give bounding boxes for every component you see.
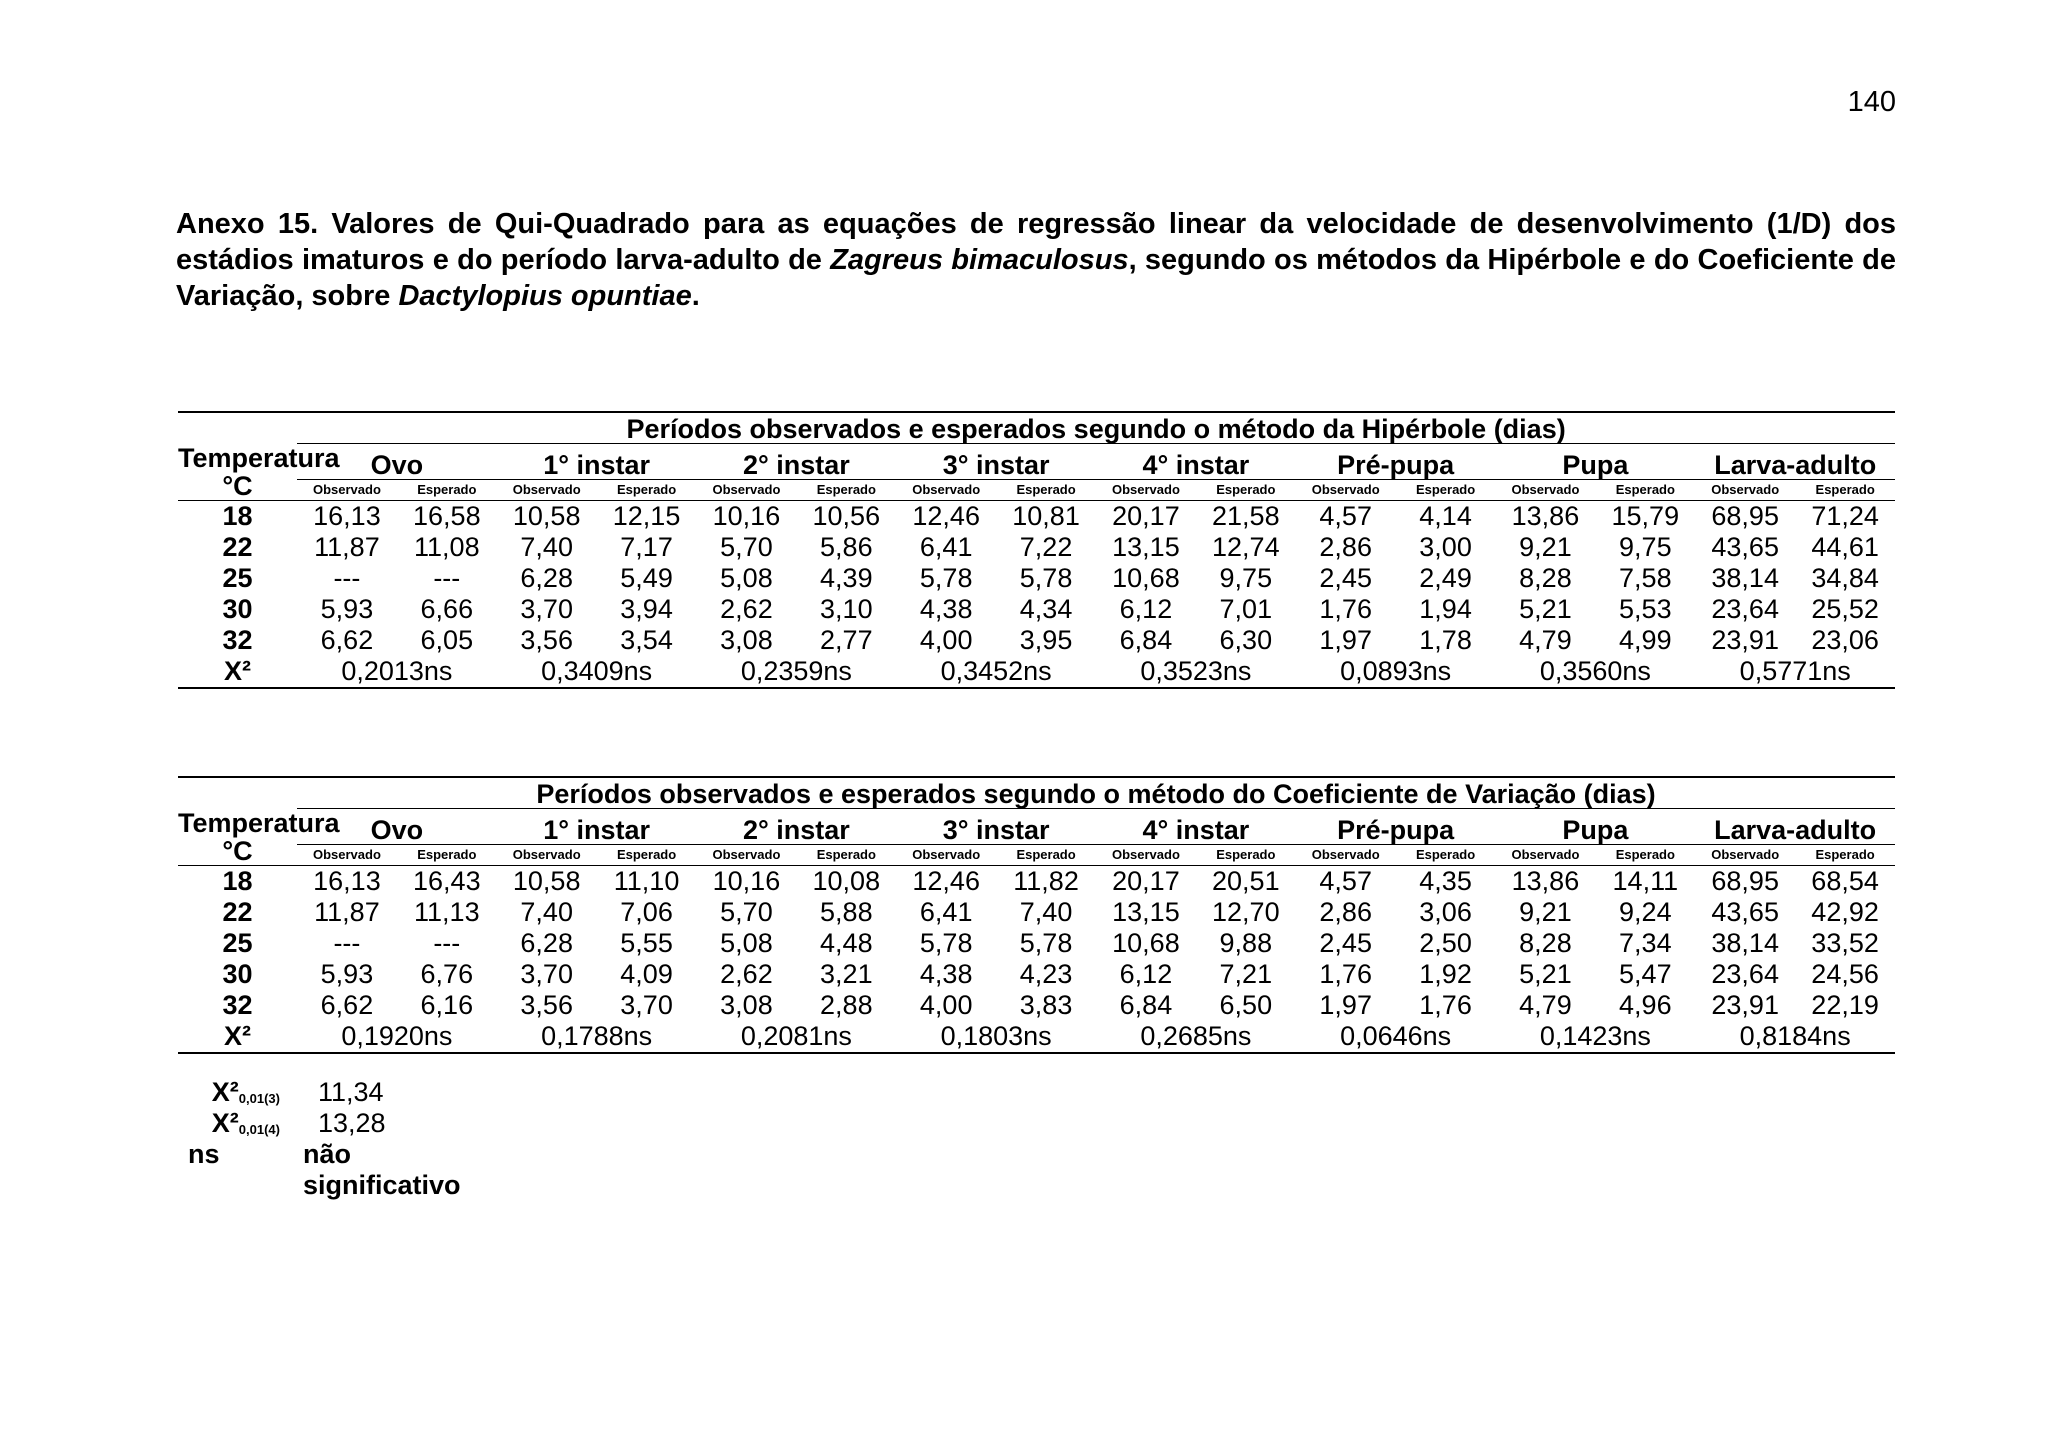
observado-cell: 4,38 (919, 959, 973, 989)
esperado-cell: 5,49 (620, 563, 673, 593)
title-row (178, 777, 1895, 809)
observado-header: Observado (297, 479, 397, 500)
temperature-cell: 22 (222, 897, 253, 927)
esperado-header: Esperado (1795, 479, 1895, 500)
stage-header: Larva-adulto (1695, 809, 1895, 845)
hiperbole-table (178, 411, 1895, 689)
observado-cell: 11,87 (314, 532, 380, 562)
table-caption (176, 206, 1896, 314)
observado-cell: 4,00 (919, 625, 973, 655)
temperature-cell: 30 (222, 594, 253, 624)
table-row (178, 594, 1895, 625)
table-row (178, 563, 1895, 594)
chi-square-cell: 0,1920ns (297, 1021, 497, 1053)
observado-cell: 38,14 (1711, 928, 1779, 958)
esperado-cell: 7,01 (1219, 594, 1273, 624)
observado-cell: 6,84 (1119, 990, 1173, 1020)
esperado-cell: 23,06 (1811, 625, 1879, 655)
subheader-row (178, 844, 1895, 865)
observado-cell: 10,68 (1112, 928, 1180, 958)
chi-square-cell: 0,1803ns (896, 1021, 1096, 1053)
temperature-label: Temperatura (178, 807, 340, 838)
observado-cell: 4,57 (1319, 866, 1372, 896)
esperado-cell: 7,58 (1619, 563, 1672, 593)
esperado-cell: 6,50 (1219, 990, 1273, 1020)
subheader-row (178, 479, 1895, 500)
esperado-cell: 7,17 (620, 532, 673, 562)
stage-header: 4° instar (1096, 444, 1296, 480)
title-spacer (178, 777, 297, 809)
temperature-unit: °C (222, 470, 253, 501)
esperado-cell: 11,10 (613, 866, 680, 896)
esperado-cell: 7,06 (620, 897, 673, 927)
esperado-cell: --- (433, 928, 461, 958)
esperado-cell: 4,35 (1419, 866, 1472, 896)
esperado-cell: 21,58 (1212, 501, 1280, 531)
chi3-value: 11,34 (318, 1077, 384, 1107)
esperado-cell: 5,78 (1019, 563, 1073, 593)
stage-header: 4° instar (1096, 809, 1296, 845)
chi-square-cell: 0,1423ns (1496, 1021, 1696, 1053)
observado-cell: 16,13 (313, 866, 381, 896)
temperature-cell: 32 (222, 625, 253, 655)
esperado-cell: --- (433, 563, 461, 593)
caption-middle: , segundo os métodos da Hipérbole e do Coeficiente de Variação, sobre (176, 244, 1896, 312)
esperado-cell: 5,88 (820, 897, 873, 927)
esperado-header: Esperado (1196, 844, 1296, 865)
esperado-cell: 3,94 (620, 594, 673, 624)
observado-cell: 23,91 (1711, 990, 1779, 1020)
observado-cell: 10,16 (712, 866, 781, 896)
observado-cell: 38,14 (1711, 563, 1779, 593)
stage-header: Ovo (297, 444, 497, 480)
table-row (178, 532, 1895, 563)
table-row (178, 897, 1895, 928)
coeficiente-variacao-table (178, 776, 1895, 1054)
observado-cell: 8,28 (1519, 563, 1572, 593)
esperado-cell: 6,66 (420, 594, 474, 624)
table-row (178, 500, 1895, 532)
observado-cell: 13,86 (1511, 866, 1580, 896)
observado-cell: 2,86 (1319, 532, 1372, 562)
observado-cell: 1,76 (1319, 959, 1372, 989)
esperado-header: Esperado (1396, 479, 1496, 500)
chi-square-cell: 0,3523ns (1096, 656, 1296, 688)
observado-cell: 10,68 (1112, 563, 1180, 593)
esperado-cell: 3,70 (620, 990, 673, 1020)
esperado-header: Esperado (597, 844, 697, 865)
chi-square-cell: 0,2081ns (697, 1021, 897, 1053)
chi-square-cell: 0,2685ns (1096, 1021, 1296, 1053)
esperado-cell: 44,61 (1811, 532, 1879, 562)
observado-cell: 20,17 (1112, 866, 1180, 896)
observado-cell: 10,58 (512, 866, 581, 896)
stage-header: Pupa (1496, 809, 1696, 845)
observado-header: Observado (1296, 844, 1396, 865)
esperado-cell: 3,95 (1019, 625, 1073, 655)
esperado-header: Esperado (796, 844, 896, 865)
ns-label: ns (188, 1139, 220, 1169)
esperado-cell: 5,53 (1619, 594, 1672, 624)
stage-header: 1° instar (497, 809, 697, 845)
stage-header: 1° instar (497, 444, 697, 480)
temperature-cell: 25 (222, 563, 253, 593)
observado-cell: 5,21 (1519, 594, 1572, 624)
stage-header: Ovo (297, 809, 497, 845)
chi-square-row (178, 1021, 1895, 1053)
observado-cell: 16,13 (313, 501, 381, 531)
esperado-cell: 9,88 (1219, 928, 1273, 958)
chi-square-row (178, 656, 1895, 688)
chi-square-cell: 0,0893ns (1296, 656, 1496, 688)
esperado-cell: 2,49 (1419, 563, 1472, 593)
esperado-header: Esperado (996, 479, 1096, 500)
chi-square-cell: 0,5771ns (1695, 656, 1895, 688)
esperado-cell: 11,13 (414, 897, 480, 927)
esperado-cell: 12,70 (1212, 897, 1280, 927)
esperado-cell: 4,23 (1019, 959, 1073, 989)
observado-cell: 5,21 (1519, 959, 1572, 989)
stage-header: 2° instar (697, 444, 897, 480)
page-number: 140 (1847, 86, 1896, 118)
esperado-header: Esperado (1396, 844, 1496, 865)
observado-cell: 10,58 (512, 501, 581, 531)
esperado-cell: 15,79 (1611, 501, 1680, 531)
stage-header: Pupa (1496, 444, 1696, 480)
esperado-cell: 25,52 (1811, 594, 1879, 624)
esperado-cell: 3,21 (820, 959, 873, 989)
esperado-cell: 7,21 (1219, 959, 1273, 989)
chi-square-cell: 0,3560ns (1496, 656, 1696, 688)
chi-square-cell: 0,8184ns (1695, 1021, 1895, 1053)
table-row (178, 990, 1895, 1021)
esperado-cell: 4,34 (1019, 594, 1073, 624)
esperado-cell: 3,83 (1019, 990, 1073, 1020)
observado-header: Observado (697, 844, 797, 865)
esperado-cell: 5,47 (1619, 959, 1672, 989)
observado-header: Observado (896, 844, 996, 865)
esperado-cell: 1,92 (1419, 959, 1472, 989)
observado-cell: 8,28 (1519, 928, 1572, 958)
esperado-cell: 2,50 (1419, 928, 1472, 958)
esperado-cell: 11,82 (1013, 866, 1079, 896)
table-row (178, 865, 1895, 897)
chi-square-cell: 0,1788ns (497, 1021, 697, 1053)
esperado-header: Esperado (397, 844, 497, 865)
stage-header: 3° instar (896, 809, 1096, 845)
observado-cell: 2,45 (1319, 563, 1372, 593)
chi-square-cell: 0,0646ns (1296, 1021, 1496, 1053)
esperado-cell: 10,56 (812, 501, 881, 531)
observado-header: Observado (1695, 844, 1795, 865)
observado-cell: 68,95 (1711, 866, 1779, 896)
stage-header: Pré-pupa (1296, 444, 1496, 480)
esperado-cell: 1,78 (1419, 625, 1472, 655)
esperado-cell: 71,24 (1811, 501, 1879, 531)
esperado-cell: 1,76 (1419, 990, 1472, 1020)
observado-cell: 4,00 (919, 990, 973, 1020)
table-title: Períodos observados e esperados segundo o método do Coeficiente de Variação (dias) (297, 777, 1895, 809)
chi-square-cell: 0,3452ns (896, 656, 1096, 688)
observado-header: Observado (697, 479, 797, 500)
stage-header: 3° instar (896, 444, 1096, 480)
esperado-header: Esperado (1196, 479, 1296, 500)
esperado-cell: 5,78 (1019, 928, 1073, 958)
observado-header: Observado (1496, 844, 1596, 865)
esperado-cell: 10,08 (812, 866, 881, 896)
table-row (178, 625, 1895, 656)
observado-cell: 3,56 (520, 625, 573, 655)
observado-cell: 23,91 (1711, 625, 1779, 655)
esperado-cell: 34,84 (1811, 563, 1879, 593)
chi-square-label: X² (178, 1021, 297, 1053)
temperature-header (178, 442, 340, 501)
observado-cell: 7,40 (520, 532, 573, 562)
esperado-header: Esperado (796, 479, 896, 500)
observado-cell: 23,64 (1711, 594, 1779, 624)
observado-cell: 5,78 (919, 563, 973, 593)
observado-cell: 5,08 (720, 928, 773, 958)
observado-cell: 6,84 (1119, 625, 1173, 655)
observado-cell: 3,08 (720, 625, 773, 655)
esperado-cell: 10,81 (1012, 501, 1080, 531)
observado-cell: 6,12 (1119, 959, 1173, 989)
esperado-cell: 7,34 (1619, 928, 1672, 958)
esperado-cell: 3,06 (1419, 897, 1472, 927)
esperado-cell: 12,74 (1212, 532, 1280, 562)
observado-cell: 1,97 (1319, 625, 1372, 655)
observado-cell: 6,28 (520, 928, 573, 958)
observado-cell: 2,45 (1319, 928, 1372, 958)
observado-header: Observado (297, 844, 397, 865)
esperado-header: Esperado (1595, 479, 1695, 500)
esperado-header: Esperado (397, 479, 497, 500)
observado-cell: 6,28 (520, 563, 573, 593)
temperature-header (178, 807, 340, 866)
observado-cell: 13,15 (1112, 897, 1180, 927)
stage-header: 2° instar (697, 809, 897, 845)
stage-header: Pré-pupa (1296, 809, 1496, 845)
temperature-cell: 25 (222, 928, 253, 958)
observado-cell: 3,56 (520, 990, 573, 1020)
observado-cell: 68,95 (1711, 501, 1779, 531)
esperado-cell: 4,39 (820, 563, 873, 593)
observado-cell: 9,21 (1519, 532, 1572, 562)
chi4-value: 13,28 (318, 1108, 386, 1138)
stage-row (178, 809, 1895, 845)
observado-header: Observado (1096, 479, 1196, 500)
chi3-label: $X^2_{0,01(3)}$ (211, 1077, 280, 1107)
chi-square-cell: 0,3409ns (497, 656, 697, 688)
esperado-cell: 16,58 (413, 501, 481, 531)
esperado-cell: 4,99 (1619, 625, 1672, 655)
observado-cell: 6,12 (1119, 594, 1173, 624)
esperado-header: Esperado (996, 844, 1096, 865)
observado-header: Observado (1695, 479, 1795, 500)
observado-cell: 20,17 (1112, 501, 1180, 531)
esperado-cell: 20,51 (1212, 866, 1280, 896)
observado-cell: 2,86 (1319, 897, 1372, 927)
esperado-cell: 5,55 (620, 928, 673, 958)
esperado-cell: 5,86 (820, 532, 873, 562)
esperado-cell: 6,76 (420, 959, 474, 989)
observado-cell: --- (333, 563, 361, 593)
esperado-cell: 9,24 (1619, 897, 1672, 927)
observado-cell: 4,79 (1519, 990, 1572, 1020)
temperature-cell: 18 (222, 501, 253, 531)
temperature-unit: °C (222, 835, 253, 866)
esperado-cell: 7,40 (1019, 897, 1073, 927)
observado-cell: 13,15 (1112, 532, 1180, 562)
observado-cell: 43,65 (1711, 897, 1779, 927)
caption-species-zagreus: Zagreus bimaculosus (830, 244, 1129, 276)
esperado-cell: 12,15 (612, 501, 681, 531)
esperado-cell: 3,10 (820, 594, 873, 624)
temperature-cell: 30 (222, 959, 253, 989)
esperado-cell: 2,77 (820, 625, 873, 655)
esperado-cell: 4,96 (1619, 990, 1672, 1020)
title-row (178, 412, 1895, 444)
caption-end: . (691, 280, 700, 312)
observado-cell: --- (333, 928, 361, 958)
observado-cell: 4,57 (1319, 501, 1372, 531)
esperado-header: Esperado (1595, 844, 1695, 865)
temperature-cell: 32 (222, 990, 253, 1020)
observado-header: Observado (497, 479, 597, 500)
table-row (178, 959, 1895, 990)
esperado-cell: 4,14 (1419, 501, 1472, 531)
observado-cell: 9,21 (1519, 897, 1572, 927)
observado-cell: 11,87 (314, 897, 380, 927)
observado-header: Observado (1096, 844, 1196, 865)
esperado-cell: 33,52 (1811, 928, 1879, 958)
esperado-header: Esperado (1795, 844, 1895, 865)
chi-square-cell: 0,2013ns (297, 656, 497, 688)
observado-cell: 6,62 (320, 990, 374, 1020)
esperado-cell: 4,09 (620, 959, 673, 989)
observado-cell: 6,41 (919, 897, 973, 927)
chi-square-label: X² (178, 656, 297, 688)
ns-value: não significativo (303, 1139, 461, 1200)
observado-cell: 1,76 (1319, 594, 1372, 624)
esperado-cell: 4,48 (820, 928, 873, 958)
observado-cell: 4,38 (919, 594, 973, 624)
esperado-header: Esperado (597, 479, 697, 500)
observado-cell: 5,78 (919, 928, 973, 958)
esperado-cell: 16,43 (413, 866, 481, 896)
observado-cell: 3,08 (720, 990, 773, 1020)
chi-square-cell: 0,2359ns (697, 656, 897, 688)
observado-cell: 3,70 (520, 959, 573, 989)
chi4-label: $X^2_{0,01(4)}$ (211, 1108, 280, 1138)
observado-header: Observado (896, 479, 996, 500)
observado-cell: 3,70 (520, 594, 573, 624)
observado-cell: 23,64 (1711, 959, 1779, 989)
observado-cell: 6,62 (320, 625, 374, 655)
esperado-cell: 14,11 (1612, 866, 1679, 896)
observado-cell: 5,93 (320, 594, 374, 624)
stage-row (178, 444, 1895, 480)
esperado-cell: 9,75 (1619, 532, 1672, 562)
esperado-cell: 3,00 (1419, 532, 1472, 562)
observado-cell: 13,86 (1511, 501, 1580, 531)
observado-cell: 5,93 (320, 959, 374, 989)
esperado-cell: 24,56 (1811, 959, 1879, 989)
observado-cell: 43,65 (1711, 532, 1779, 562)
esperado-cell: 1,94 (1419, 594, 1472, 624)
observado-cell: 10,16 (712, 501, 781, 531)
observado-cell: 7,40 (520, 897, 573, 927)
esperado-cell: 2,88 (820, 990, 873, 1020)
observado-cell: 5,08 (720, 563, 773, 593)
esperado-cell: 11,08 (414, 532, 480, 562)
esperado-cell: 6,05 (420, 625, 474, 655)
temperature-cell: 18 (222, 866, 253, 896)
observado-cell: 12,46 (912, 501, 980, 531)
temperature-cell: 22 (222, 532, 253, 562)
observado-header: Observado (497, 844, 597, 865)
temperature-label: Temperatura (178, 442, 340, 473)
esperado-cell: 22,19 (1811, 990, 1879, 1020)
caption-lead: Anexo 15. Valores de Qui-Quadrado para as equações de regressão linear da velocidade de desenvolvimento (1/D) dos estádios imaturos e do período larva-adulto de (176, 208, 1896, 276)
observado-cell: 5,70 (720, 897, 773, 927)
observado-cell: 12,46 (912, 866, 980, 896)
esperado-cell: 68,54 (1811, 866, 1879, 896)
observado-header: Observado (1296, 479, 1396, 500)
observado-cell: 4,79 (1519, 625, 1572, 655)
esperado-cell: 42,92 (1811, 897, 1879, 927)
observado-cell: 2,62 (720, 594, 773, 624)
table-title: Períodos observados e esperados segundo o método da Hipérbole (dias) (297, 412, 1895, 444)
caption-species-dactylopius: Dactylopius opuntiae (398, 280, 692, 312)
esperado-cell: 6,16 (420, 990, 474, 1020)
esperado-cell: 7,22 (1019, 532, 1073, 562)
observado-cell: 1,97 (1319, 990, 1372, 1020)
stage-header: Larva-adulto (1695, 444, 1895, 480)
observado-cell: 6,41 (919, 532, 973, 562)
title-spacer (178, 412, 297, 444)
esperado-cell: 3,54 (620, 625, 673, 655)
table-row (178, 928, 1895, 959)
esperado-cell: 9,75 (1219, 563, 1273, 593)
observado-cell: 5,70 (720, 532, 773, 562)
observado-header: Observado (1496, 479, 1596, 500)
observado-cell: 2,62 (720, 959, 773, 989)
esperado-cell: 6,30 (1219, 625, 1273, 655)
